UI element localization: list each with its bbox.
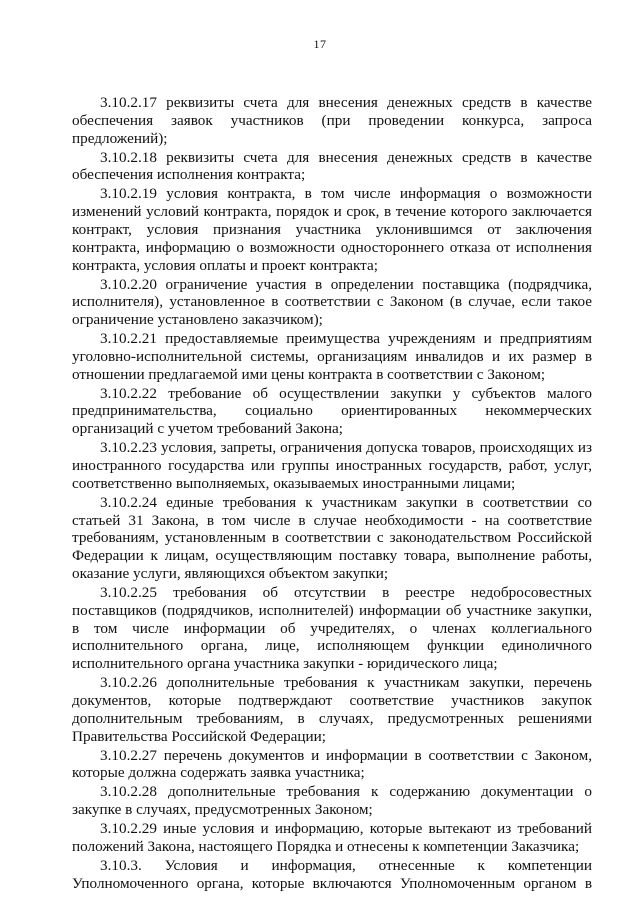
clause-number: 3.10.2.19	[100, 185, 157, 203]
clause-text: реквизиты счета для внесения денежных средств в качестве обеспечения заявок участников (при проведении конкурса, запроса предложений);	[72, 94, 592, 147]
clause-3-10-3	[72, 857, 592, 893]
clause-3-10-2-28	[72, 783, 592, 819]
clause-3-10-2-19	[72, 185, 592, 274]
clause-3-10-2-21	[72, 330, 592, 383]
clause-3-10-2-18	[72, 149, 592, 185]
clause-number: 3.10.2.22	[100, 384, 157, 402]
clause-number: 3.10.2.17	[100, 94, 157, 111]
clause-text: реквизиты счета для внесения денежных средств в качестве обеспечения исполнения контракта;	[72, 148, 592, 184]
clause-text: дополнительные требования к содержанию документации о закупке в случаях, предусмотренных Законом;	[72, 783, 592, 819]
clause-3-10-2-20	[72, 276, 592, 329]
clause-3-10-2-25	[72, 584, 592, 673]
clause-number: 3.10.2.26	[100, 674, 157, 692]
document-body	[72, 94, 592, 894]
clause-number: 3.10.2.20	[100, 275, 157, 293]
clause-3-10-2-23	[72, 439, 592, 492]
clause-number: 3.10.2.25	[100, 584, 157, 602]
clause-text: условия контракта, в том числе информация о возможности изменений условий контракта, порядок и срок, в течение которого заключается контракт, условия признания участника уклонившимся от заключения контракта, информацию о возможности одностороннего отказа от исполнения контракта, условия оплаты и проект контракта;	[72, 185, 592, 274]
clause-3-10-2-17	[72, 94, 592, 147]
clause-number: 3.10.2.18	[100, 148, 157, 166]
clause-text: ограничение участия в определении поставщика (подрядчика, исполнителя), установленное в соответствии с Законом (в случае, если такое ограничение установлено заказчиком);	[72, 275, 592, 329]
clause-number: 3.10.2.28	[100, 783, 157, 801]
clause-text: единые требования к участникам закупки в соответствии со статьей 31 Закона, в том числе в случае необходимости - на соответствие требованиям, установленным в соответствии с законодательством Российской Федерации к лицам, осуществляющим поставку товара, выполнение работы, оказание услуги, являющихся объектом закупки;	[72, 493, 592, 583]
clause-3-10-2-27	[72, 747, 592, 783]
clause-number: 3.10.2.21	[100, 330, 157, 348]
clause-3-10-2-22	[72, 385, 592, 438]
clause-number: 3.10.2.24	[100, 493, 157, 511]
clause-text: требования об отсутствии в реестре недобросовестных поставщиков (подрядчиков, исполнителей) информации об участнике закупки, в том числе информации об учредителях, о членах коллегиального исполнительного органа, лице, исполняющем функции единоличного исполнительного органа участника закупки - юридического лица;	[72, 584, 593, 673]
clause-number: 3.10.3.	[100, 856, 142, 874]
clause-3-10-2-24	[72, 494, 592, 583]
clause-3-10-2-26	[72, 674, 592, 745]
clause-number: 3.10.2.29	[100, 820, 157, 838]
clause-text: иные условия и информацию, которые вытекают из требований положений Закона, настоящего Порядка и отнесены к компетенции Заказчика;	[72, 820, 593, 855]
clause-text: дополнительные требования к участникам закупки, перечень документов, которые подтверждают соответствие участников закупок дополнительным требованиям, в случаях, предусмотренных решениями Правительства Российской Федерации;	[72, 674, 592, 745]
clause-text: требование об осуществлении закупки у субъектов малого предпринимательства, социально ориентированных некоммерческих организаций с учетом требований Закона;	[72, 384, 593, 438]
clause-number: 3.10.2.23	[100, 439, 157, 457]
clause-text: Условия и информация, отнесенные к компетенции Уполномоченного органа, которые включаются Уполномоченным органом в	[72, 856, 592, 892]
clause-text: предоставляемые преимущества учреждениям и предприятиям уголовно-исполнительной системы, организациям инвалидов и их размер в отношении предлагаемой ими цены контракта в соответствии с Законом;	[72, 330, 592, 383]
clause-3-10-2-29	[72, 820, 592, 856]
page-number: 17	[313, 37, 327, 51]
clause-number: 3.10.2.27	[100, 746, 157, 764]
clause-text: перечень документов и информации в соответствии с Законом, которые должна содержать заявка участника;	[72, 746, 593, 782]
clause-text: условия, запреты, ограничения допуска товаров, происходящих из иностранного государства или группы иностранных государств, работ, услуг, соответственно выполняемых, оказываемых иностранными лицами;	[72, 439, 593, 492]
